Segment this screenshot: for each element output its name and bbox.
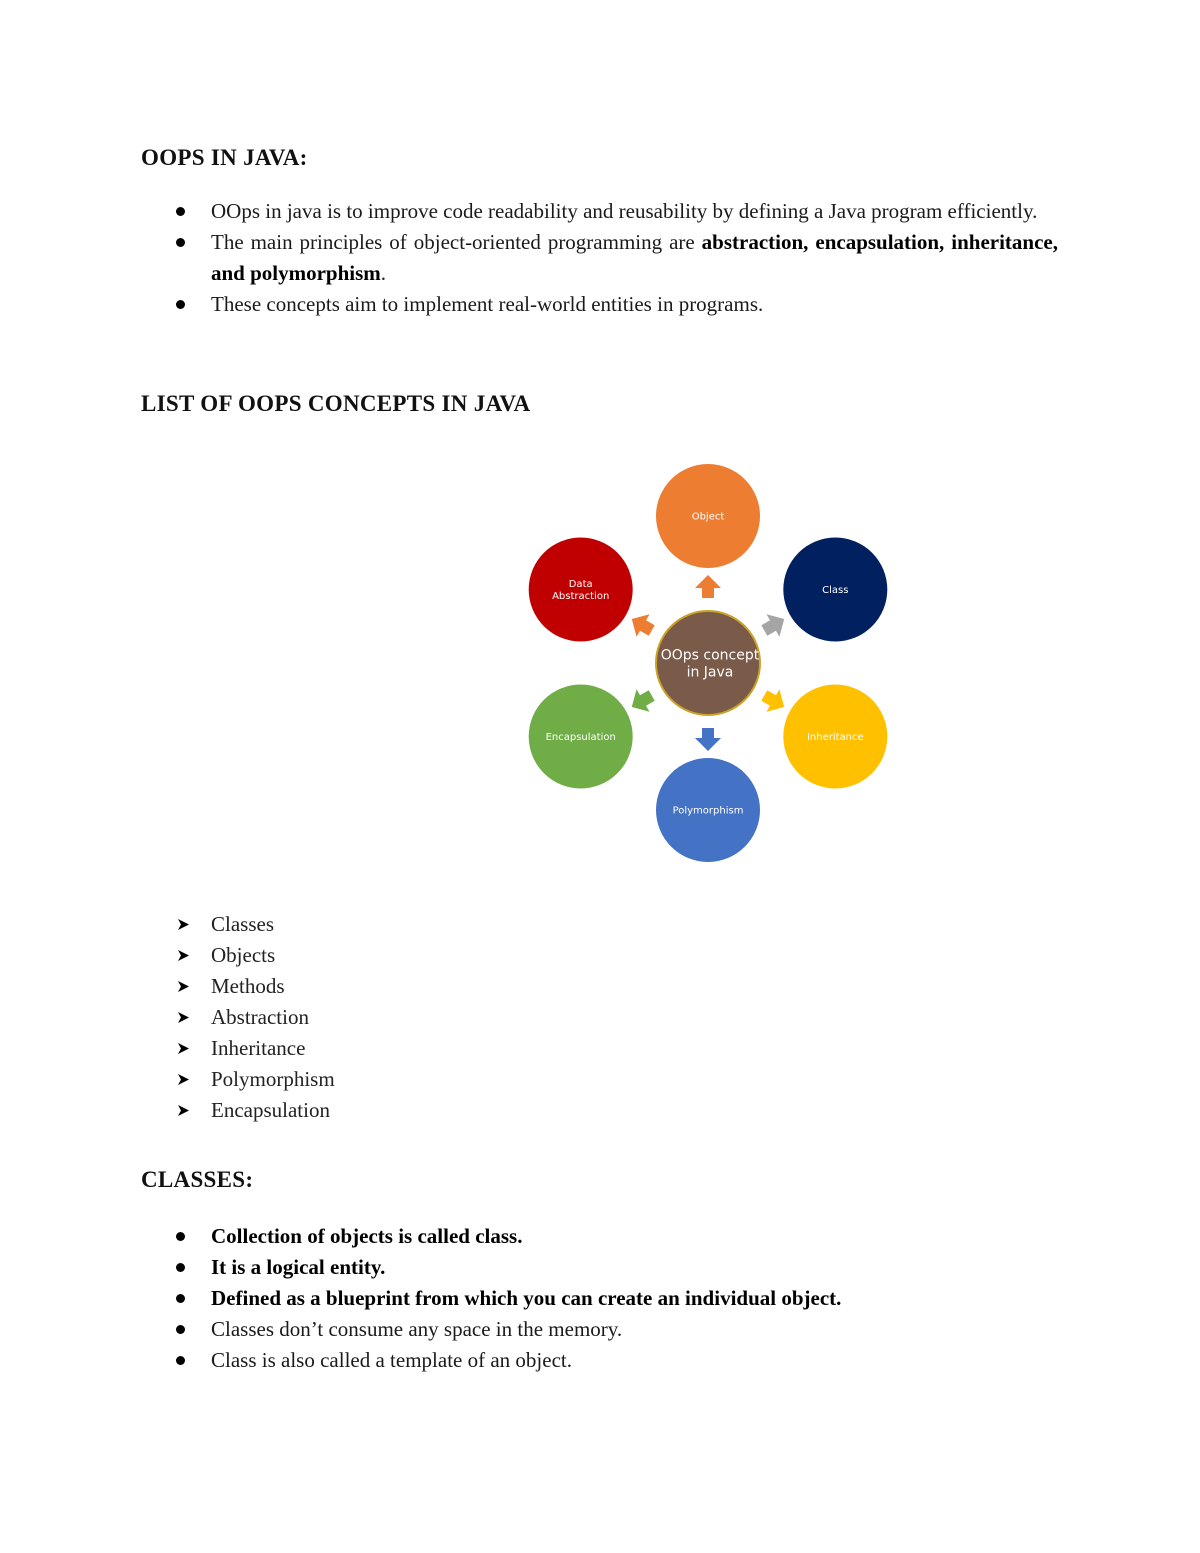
arrow-bullet-icon [177, 1042, 190, 1055]
bullet-icon [176, 207, 185, 216]
list-item: It is a logical entity. [0, 1252, 1058, 1283]
oops-concepts-diagram-svg [510, 455, 910, 875]
arrow-bullet-icon [177, 980, 190, 993]
list-item: Objects [0, 940, 335, 971]
list-item: Classes [0, 909, 335, 940]
list-item: Classes don’t consume any space in the memory. [0, 1314, 1058, 1345]
list-item: Abstraction [0, 1002, 335, 1033]
principles-emphasis: abstraction, encapsulation, inheritance, and polymorphism [211, 230, 1058, 285]
list-item: Collection of objects is called class. [0, 1221, 1058, 1252]
bullet-icon [176, 1325, 185, 1334]
bullet-icon [176, 1232, 185, 1241]
list-item: Polymorphism [0, 1064, 335, 1095]
list-item: Class is also called a template of an object. [0, 1345, 1058, 1376]
arrow-bullet-icon [177, 1011, 190, 1024]
connector-arrow [695, 575, 721, 598]
oops-concepts-diagram [510, 455, 910, 875]
classes-bullet-list [0, 1221, 1058, 1376]
bullet-icon [176, 1263, 185, 1272]
section-title-classes: CLASSES: [141, 1167, 254, 1192]
connector-arrow [625, 684, 658, 718]
connector-arrow [695, 728, 721, 751]
concept-node-label: Inheritance [806, 732, 864, 743]
concept-node-label: Object [691, 511, 725, 523]
connector-arrow [758, 608, 791, 642]
intro-bullet-list [0, 196, 1058, 320]
list-item: Encapsulation [0, 1095, 335, 1126]
arrow-bullet-icon [177, 1104, 190, 1117]
list-item: The main principles of object-oriented programming are abstraction, encapsulation, inheritance, and polymorphism. [0, 227, 1058, 289]
concept-node-label: Class [822, 585, 849, 596]
concept-node-label: Polymorphism [672, 805, 744, 817]
list-item: Defined as a blueprint from which you can create an individual object. [0, 1283, 1058, 1314]
concept-node-label: Encapsulation [545, 732, 616, 743]
connector-arrow [758, 684, 791, 718]
list-item: Methods [0, 971, 335, 1002]
bullet-icon [176, 1294, 185, 1303]
arrow-bullet-icon [177, 918, 190, 931]
concept-node-label: Data Abstraction [552, 579, 610, 602]
concepts-list [0, 909, 335, 1126]
bullet-icon [176, 1356, 185, 1365]
connector-arrow [625, 608, 658, 642]
bullet-icon [176, 238, 185, 247]
section-title-oops-concepts-list: LIST OF OOPS CONCEPTS IN JAVA [141, 391, 531, 416]
bullet-icon [176, 300, 185, 309]
arrow-bullet-icon [177, 1073, 190, 1086]
list-item: These concepts aim to implement real-world entities in programs. [0, 289, 1058, 320]
section-title-oops-in-java: OOPS IN JAVA: [141, 145, 308, 170]
arrow-bullet-icon [177, 949, 190, 962]
center-node-label: OOps concept in Java [660, 647, 760, 681]
list-item: OOps in java is to improve code readability and reusability by defining a Java program efficiently. [0, 196, 1058, 227]
list-item: Inheritance [0, 1033, 335, 1064]
